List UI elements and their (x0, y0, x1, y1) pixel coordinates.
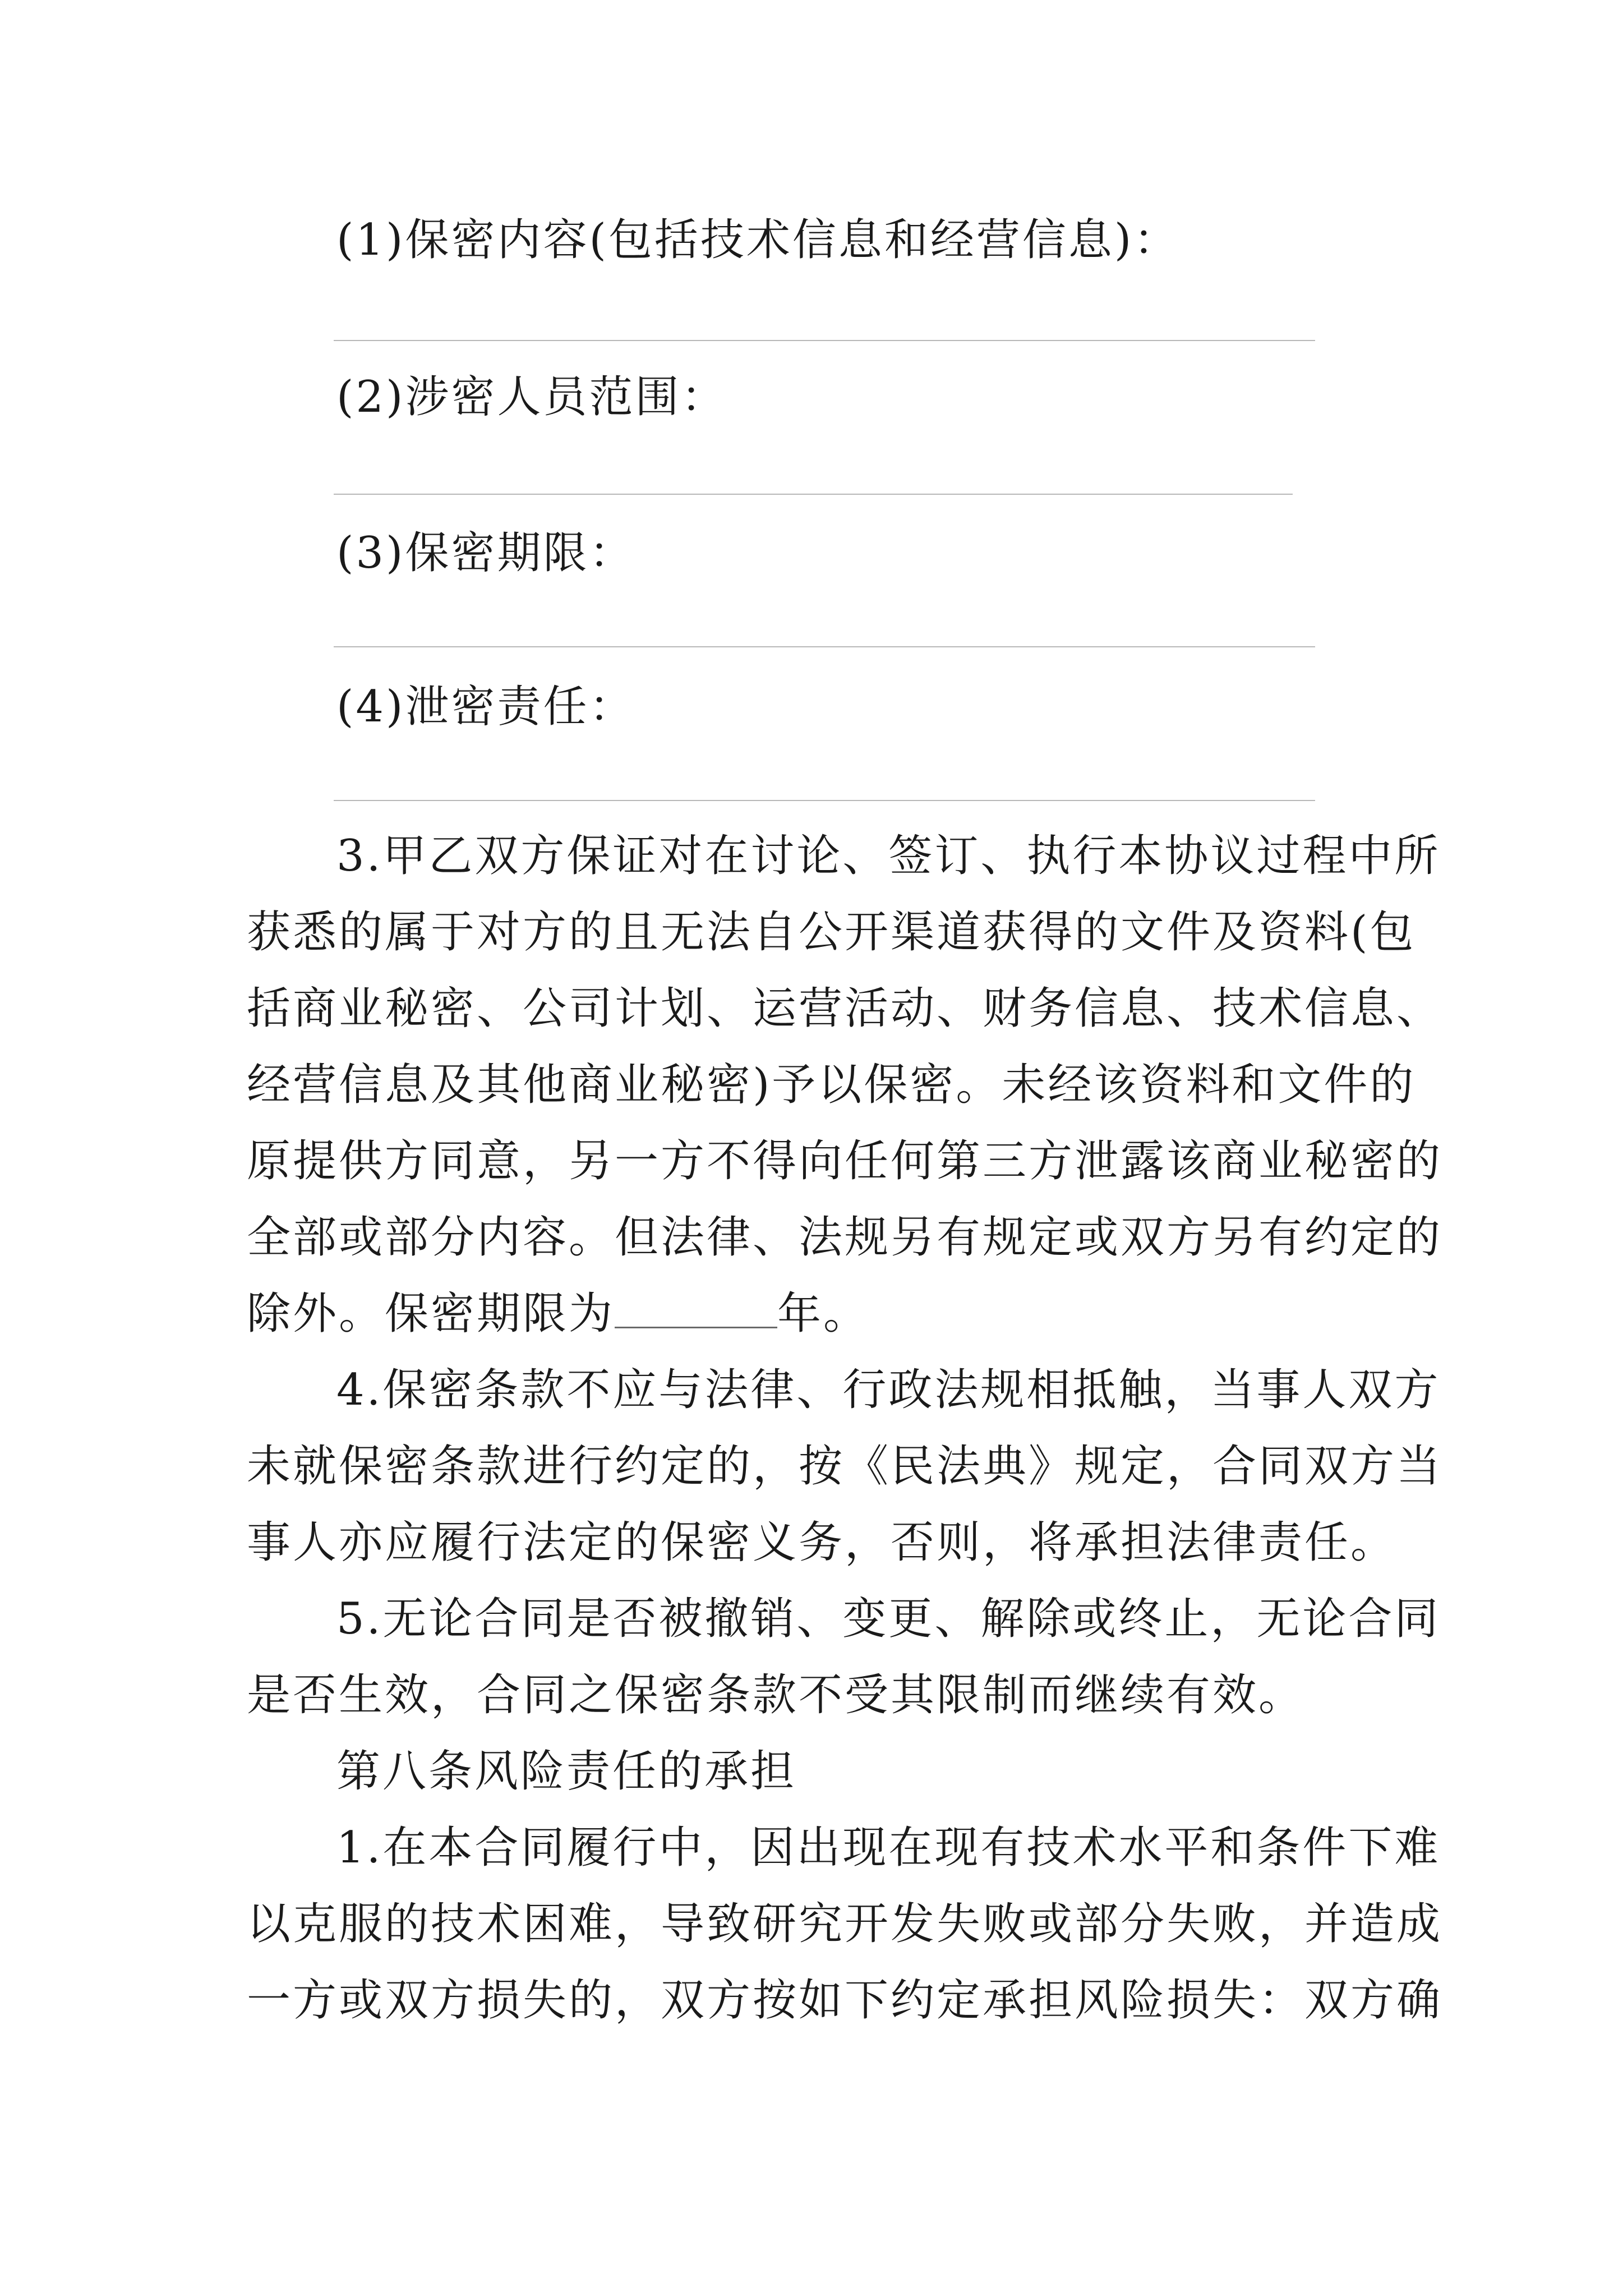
fill-in-line-3 (334, 646, 1315, 647)
item-personnel-scope: (2)涉密人员范围： (336, 372, 727, 422)
clause4-line: 事人亦应履行法定的保密义务，否则，将承担法律责任。 (247, 1517, 1397, 1568)
clause3-line: 经营信息及其他商业秘密)予以保密。未经该资料和文件的 (247, 1060, 1416, 1110)
fill-in-line-4 (334, 800, 1315, 801)
clause3-period-prefix: 除外。保密期限为 (247, 1289, 615, 1339)
clause3-line: 原提供方同意，另一方不得向任何第三方泄露该商业秘密的 (247, 1136, 1443, 1186)
clause3-line: 全部或部分内容。但法律、法规另有规定或双方另有约定的 (247, 1212, 1443, 1263)
period-years-blank (615, 1287, 777, 1328)
clause3-line: 3.甲乙双方保证对在讨论、签订、执行本协议过程中所 (336, 831, 1441, 881)
clause3-period-suffix: 年。 (777, 1289, 870, 1339)
clause4-line: 未就保密条款进行约定的，按《民法典》规定，合同双方当 (247, 1441, 1443, 1492)
article8-line: 一方或双方损失的，双方按如下约定承担风险损失：双方确 (247, 1975, 1443, 2026)
clause5-line: 是否生效，合同之保密条款不受其限制而继续有效。 (247, 1670, 1305, 1720)
item-confidential-period: (3)保密期限： (336, 528, 635, 578)
item-confidential-content: (1)保密内容(包括技术信息和经营信息)： (336, 215, 1180, 265)
clause3-last-line (247, 1286, 1391, 1342)
fill-in-line-1 (334, 340, 1315, 341)
item-leak-liability: (4)泄密责任： (336, 682, 635, 732)
article8-line: 以克服的技术困难，导致研究开发失败或部分失败，并造成 (247, 1899, 1443, 1949)
clause3-line: 获悉的属于对方的且无法自公开渠道获得的文件及资料(包 (247, 907, 1416, 958)
article8-title: 第八条风险责任的承担 (336, 1746, 797, 1797)
clause5-line: 5.无论合同是否被撤销、变更、解除或终止，无论合同 (336, 1594, 1441, 1644)
article8-line: 1.在本合同履行中，因出现在现有技术水平和条件下难 (336, 1823, 1441, 1873)
clause3-line: 括商业秘密、公司计划、运营活动、财务信息、技术信息、 (247, 983, 1443, 1034)
clause4-line: 4.保密条款不应与法律、行政法规相抵触，当事人双方 (336, 1365, 1441, 1415)
fill-in-line-2 (334, 494, 1293, 495)
